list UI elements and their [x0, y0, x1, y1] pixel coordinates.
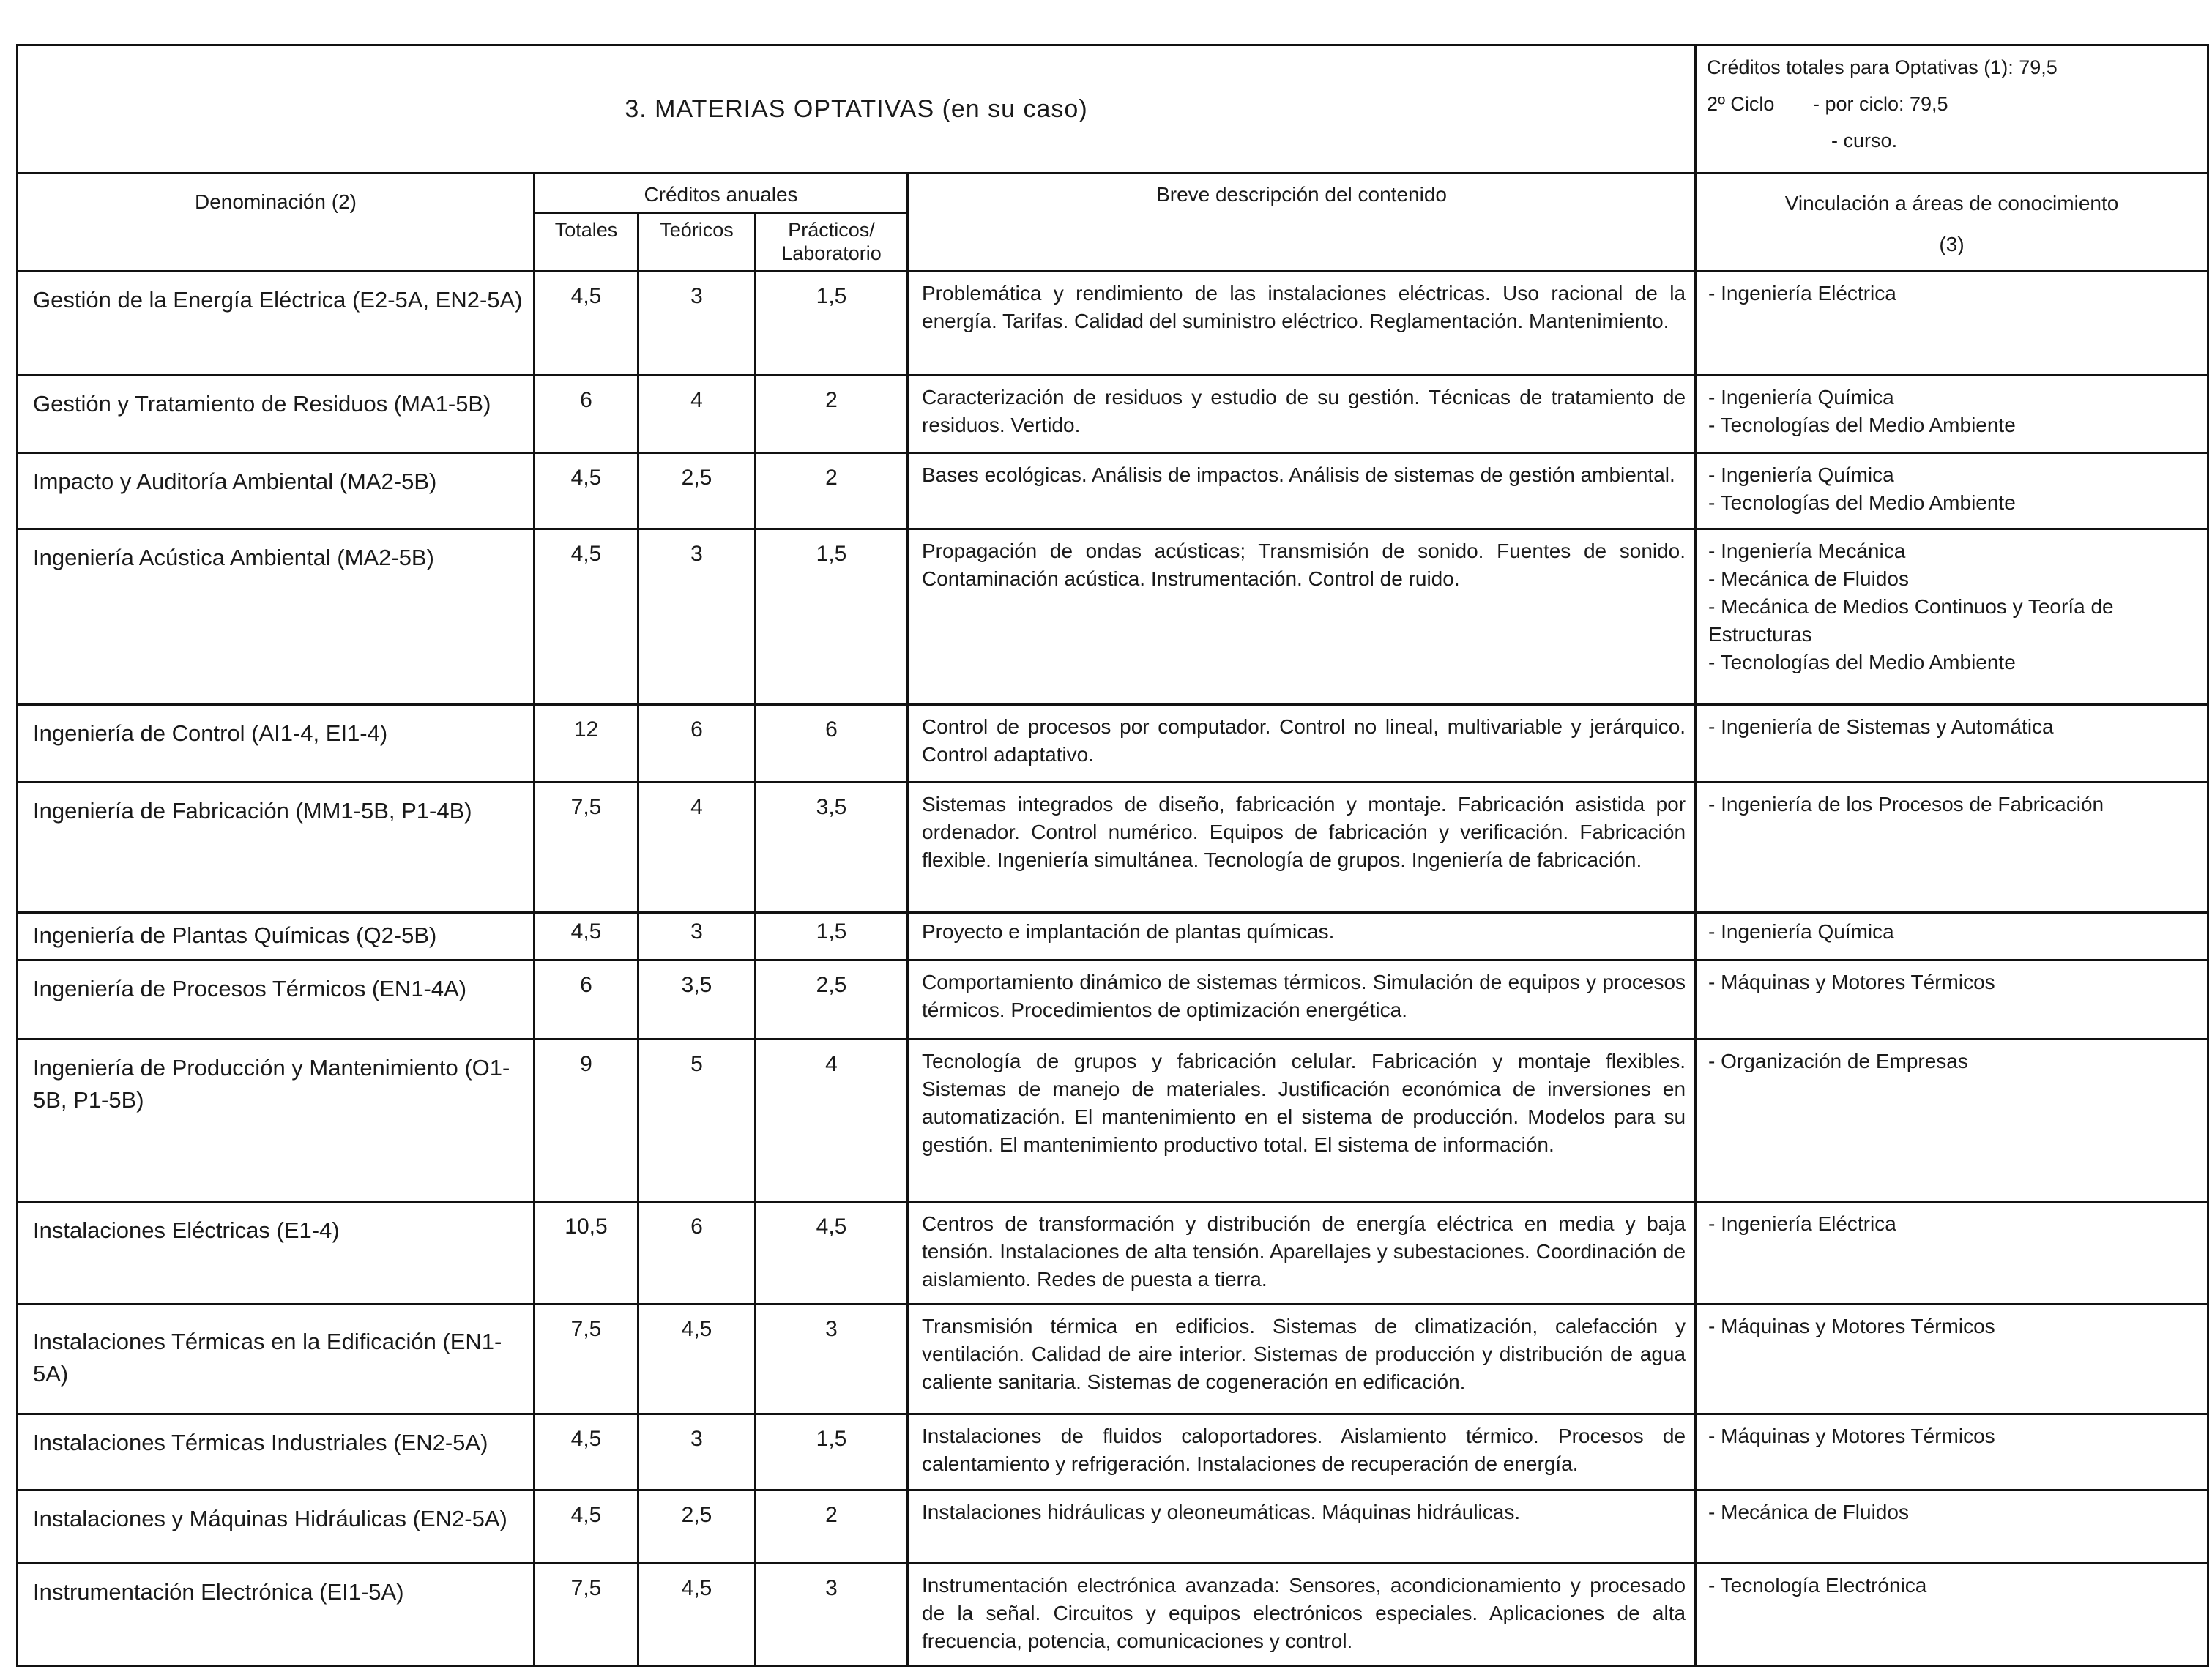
credits-practicos: 2 — [756, 376, 908, 453]
credits-teoricos: 2,5 — [638, 453, 756, 529]
credits-teoricos: 4 — [638, 783, 756, 913]
subject-name: Ingeniería Acústica Ambiental (MA2-5B) — [18, 529, 535, 705]
subject-description: Caracterización de residuos y estudio de su gestión. Técnicas de tratamiento de residuos. Vertido. — [908, 376, 1696, 453]
table-row — [18, 960, 2208, 1040]
credits-practicos: 4 — [756, 1040, 908, 1202]
knowledge-areas: - Ingeniería Química - Tecnologías del Medio Ambiente — [1696, 376, 2208, 453]
subject-description: Sistemas integrados de diseño, fabricación y montaje. Fabricación asistida por ordenador. Control numérico. Equipos de fabricación y verificación. Fabricación flexible. Ingeniería simultánea. Tecnología de grupos. Ingeniería de fabricación. — [908, 783, 1696, 913]
subject-name: Instalaciones Térmicas en la Edificación (EN1-5A) — [18, 1305, 535, 1414]
credits-teoricos: 3 — [638, 1414, 756, 1490]
credits-totales: 9 — [535, 1040, 638, 1202]
credits-totales: 4,5 — [535, 453, 638, 529]
credits-totales: 6 — [535, 376, 638, 453]
credits-totales: 6 — [535, 960, 638, 1040]
credits-practicos: 4,5 — [756, 1202, 908, 1305]
col-teoricos: Teóricos — [638, 213, 756, 272]
subject-description: Problemática y rendimiento de las instalaciones eléctricas. Uso racional de la energía. Tarifas. Calidad del suministro eléctrico. Reglamentación. Mantenimiento. — [908, 272, 1696, 376]
credits-totales: 4,5 — [535, 913, 638, 960]
credits-totales: 12 — [535, 705, 638, 783]
knowledge-areas: - Tecnología Electrónica — [1696, 1564, 2208, 1666]
optativas-page — [16, 44, 2207, 1667]
credits-summary — [1696, 45, 2208, 173]
section-title: 3. MATERIAS OPTATIVAS (en su caso) — [18, 45, 1696, 173]
knowledge-areas: - Ingeniería Química - Tecnologías del Medio Ambiente — [1696, 453, 2208, 529]
credits-practicos: 1,5 — [756, 1414, 908, 1490]
table-row — [18, 913, 2208, 960]
col-denominacion: Denominación (2) — [18, 173, 535, 272]
table-row — [18, 1305, 2208, 1414]
subject-description: Instrumentación electrónica avanzada: Sensores, acondicionamiento y procesado de la señal. Circuitos y equipos electrónicos especiales. Aplicaciones de alta frecuencia, potencia, comunicaciones y control. — [908, 1564, 1696, 1666]
credits-teoricos: 4,5 — [638, 1564, 756, 1666]
credits-practicos: 1,5 — [756, 529, 908, 705]
subject-description: Centros de transformación y distribución de energía eléctrica en media y baja tensión. Instalaciones de alta tensión. Aparellajes y subestaciones. Coordinación de aislamiento. Redes de puesta a tierra. — [908, 1202, 1696, 1305]
subject-description: Bases ecológicas. Análisis de impactos. Análisis de sistemas de gestión ambiental. — [908, 453, 1696, 529]
subject-name: Gestión de la Energía Eléctrica (E2-5A, EN2-5A) — [18, 272, 535, 376]
credits-practicos: 2 — [756, 1490, 908, 1564]
subject-name: Ingeniería de Producción y Mantenimiento (O1-5B, P1-5B) — [18, 1040, 535, 1202]
credits-totales: 10,5 — [535, 1202, 638, 1305]
table-row — [18, 453, 2208, 529]
credits-practicos: 3 — [756, 1564, 908, 1666]
credits-practicos: 1,5 — [756, 272, 908, 376]
subject-name: Ingeniería de Plantas Químicas (Q2-5B) — [18, 913, 535, 960]
subject-description: Proyecto e implantación de plantas químicas. — [908, 913, 1696, 960]
subject-description: Comportamiento dinámico de sistemas térmicos. Simulación de equipos y procesos térmicos. Procedimientos de optimización energética. — [908, 960, 1696, 1040]
knowledge-areas: - Mecánica de Fluidos — [1696, 1490, 2208, 1564]
credits-teoricos: 3 — [638, 529, 756, 705]
subject-description: Tecnología de grupos y fabricación celular. Fabricación y montaje flexibles. Sistemas de manejo de materiales. Justificación económica de inversiones en automatización. El mantenimiento en el sistema de producción. Modelos para su gestión. El mantenimiento productivo total. El sistema de información. — [908, 1040, 1696, 1202]
knowledge-areas: - Ingeniería de Sistemas y Automática — [1696, 705, 2208, 783]
credits-practicos: 1,5 — [756, 913, 908, 960]
credits-teoricos: 6 — [638, 1202, 756, 1305]
credits-teoricos: 3,5 — [638, 960, 756, 1040]
credits-practicos: 3,5 — [756, 783, 908, 913]
credits-totales: 4,5 — [535, 1414, 638, 1490]
credits-practicos: 3 — [756, 1305, 908, 1414]
credits-totales: 7,5 — [535, 1564, 638, 1666]
credits-practicos: 6 — [756, 705, 908, 783]
credits-totales: 4,5 — [535, 529, 638, 705]
credits-teoricos: 2,5 — [638, 1490, 756, 1564]
col-totales: Totales — [535, 213, 638, 272]
table-row — [18, 376, 2208, 453]
credits-course: - curso. — [1831, 130, 1898, 152]
table-row — [18, 529, 2208, 705]
credits-teoricos: 5 — [638, 1040, 756, 1202]
knowledge-areas: - Ingeniería Mecánica - Mecánica de Fluidos - Mecánica de Medios Continuos y Teoría de Estructuras - Tecnologías del Medio Ambiente — [1696, 529, 2208, 705]
subject-name: Ingeniería de Fabricación (MM1-5B, P1-4B) — [18, 783, 535, 913]
optativas-table — [16, 44, 2209, 1667]
table-row — [18, 783, 2208, 913]
credits-totales: 7,5 — [535, 783, 638, 913]
knowledge-areas: - Organización de Empresas — [1696, 1040, 2208, 1202]
credits-totales: 4,5 — [535, 272, 638, 376]
knowledge-areas: - Ingeniería Eléctrica — [1696, 1202, 2208, 1305]
credits-practicos: 2,5 — [756, 960, 908, 1040]
table-row — [18, 1040, 2208, 1202]
col-creditos: Créditos anuales — [535, 173, 908, 213]
table-row — [18, 272, 2208, 376]
subject-description: Propagación de ondas acústicas; Transmisión de sonido. Fuentes de sonido. Contaminación acústica. Instrumentación. Control de ruido. — [908, 529, 1696, 705]
table-row — [18, 1202, 2208, 1305]
col-vinculacion: Vinculación a áreas de conocimiento (3) — [1696, 173, 2208, 272]
subject-name: Instalaciones y Máquinas Hidráulicas (EN2-5A) — [18, 1490, 535, 1564]
credits-practicos: 2 — [756, 453, 908, 529]
subject-name: Impacto y Auditoría Ambiental (MA2-5B) — [18, 453, 535, 529]
subject-description: Instalaciones hidráulicas y oleoneumáticas. Máquinas hidráulicas. — [908, 1490, 1696, 1564]
credits-total: Créditos totales para Optativas (1): 79,5 — [1707, 56, 2058, 78]
col-practicos: Prácticos/ Laboratorio — [756, 213, 908, 272]
knowledge-areas: - Máquinas y Motores Térmicos — [1696, 1305, 2208, 1414]
knowledge-areas: - Ingeniería Eléctrica — [1696, 272, 2208, 376]
table-row — [18, 1490, 2208, 1564]
credits-totales: 4,5 — [535, 1490, 638, 1564]
subject-description: Control de procesos por computador. Control no lineal, multivariable y jerárquico. Control adaptativo. — [908, 705, 1696, 783]
credits-teoricos: 4 — [638, 376, 756, 453]
table-row — [18, 1564, 2208, 1666]
credits-teoricos: 3 — [638, 913, 756, 960]
subject-description: Instalaciones de fluidos caloportadores. Aislamiento térmico. Procesos de calentamiento y refrigeración. Instalaciones de recuperación de energía. — [908, 1414, 1696, 1490]
table-row — [18, 705, 2208, 783]
knowledge-areas: - Ingeniería de los Procesos de Fabricación — [1696, 783, 2208, 913]
table-row — [18, 1414, 2208, 1490]
knowledge-areas: - Ingeniería Química — [1696, 913, 2208, 960]
subject-name: Ingeniería de Procesos Térmicos (EN1-4A) — [18, 960, 535, 1040]
knowledge-areas: - Máquinas y Motores Térmicos — [1696, 960, 2208, 1040]
column-header-row — [18, 173, 2208, 213]
credits-teoricos: 6 — [638, 705, 756, 783]
col-descripcion: Breve descripción del contenido — [908, 173, 1696, 272]
knowledge-areas: - Máquinas y Motores Térmicos — [1696, 1414, 2208, 1490]
credits-teoricos: 4,5 — [638, 1305, 756, 1414]
subject-name: Instalaciones Térmicas Industriales (EN2-5A) — [18, 1414, 535, 1490]
credits-totales: 7,5 — [535, 1305, 638, 1414]
credits-cycle: 2º Ciclo - por ciclo: 79,5 — [1707, 93, 1948, 115]
subject-description: Transmisión térmica en edificios. Sistemas de climatización, calefacción y ventilación. Calidad de aire interior. Sistemas de producción y distribución de agua caliente sanitaria. Sistemas de cogeneración en edificación. — [908, 1305, 1696, 1414]
subject-name: Ingeniería de Control (AI1-4, EI1-4) — [18, 705, 535, 783]
subject-name: Gestión y Tratamiento de Residuos (MA1-5B) — [18, 376, 535, 453]
header-row — [18, 45, 2208, 173]
subject-name: Instrumentación Electrónica (EI1-5A) — [18, 1564, 535, 1666]
subject-name: Instalaciones Eléctricas (E1-4) — [18, 1202, 535, 1305]
credits-teoricos: 3 — [638, 272, 756, 376]
